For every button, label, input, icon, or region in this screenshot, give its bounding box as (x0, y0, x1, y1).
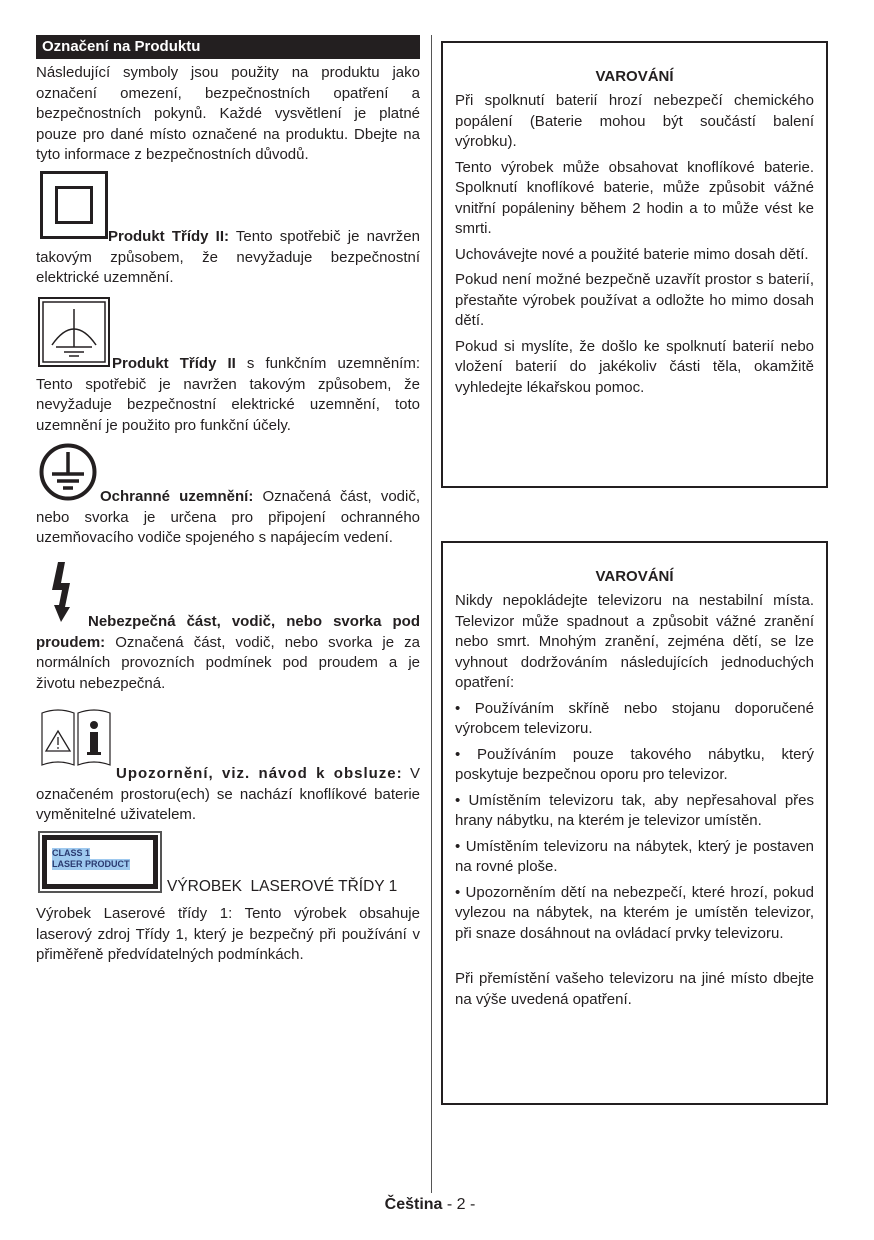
symbol-description (36, 612, 420, 694)
warning-paragraph: Tento výrobek může obsahovat knoflíkové baterie. Spolknutí knoflíkové baterie, může způsobit vážné vnitřní popáleniny během 2 hodin a to může vést ke smrti. (455, 158, 814, 237)
page-number: - 2 - (442, 1196, 476, 1213)
symbol-label: Produkt Třídy II: (108, 228, 229, 245)
laser-description: Výrobek Laserové třídy 1: Tento výrobek obsahuje laserový zdroj Třídy 1, který je bezpečný při používání v přiměřeně předvídatelných podmínkách. (36, 905, 420, 963)
laser-heading: VÝROBEK LASEROVÉ TŘÍDY 1 (167, 878, 398, 895)
symbol-description (36, 227, 420, 289)
warning-bullet: • Umístěním televizoru na nábytek, který je postaven na rovné ploše. (455, 837, 814, 875)
symbol-label: Produkt Třídy II (112, 355, 236, 372)
warning-title: VAROVÁNÍ (595, 68, 674, 85)
warning-paragraph: Uchovávejte nové a použité baterie mimo dosah dětí. (455, 245, 809, 263)
symbol-text: V označeném prostoru(ech) se nachází knoflíkové baterie vyměnitelné uživatelem. (36, 765, 420, 823)
warning-paragraph: Při spolknutí baterií hrozí nebezpečí chemického popálení (Baterie mohou být součástí balení výrobku). (455, 92, 814, 150)
battery-warning-box (441, 41, 828, 488)
warning-bullet: • Upozorněním dětí na nebezpečí, které hrozí, pokud vylezou na nábytek, na kterém je umístěn televizor, při snaze dosáhnout na ovládací prvky televizoru. (455, 883, 814, 942)
warning-paragraph: Při přemístění vašeho televizoru na jiné místo dbejte na výše uvedená opatření. (455, 970, 814, 1008)
laser-label-line1: CLASS 1 (52, 848, 91, 858)
manual-warning-info-icon (40, 705, 112, 769)
symbol-text: Označená část, vodič, nebo svorka je určena pro připojení ochranného uzemňovacího vodiče spojeného s napájecím vedení. (36, 488, 421, 546)
tv-stability-warning-box (441, 541, 828, 1105)
symbol-description (36, 487, 420, 549)
symbol-label: Nebezpečná část, vodič, nebo svorka pod proudem: (36, 613, 420, 651)
footer-language: Čeština (384, 1196, 443, 1213)
warning-bullet: • Používáním pouze takového nábytku, který poskytuje bezpečnou oporu pro televizor. (455, 745, 814, 783)
symbol-description (36, 764, 420, 826)
intro-paragraph: Následující symboly jsou použity na produktu jako označení omezení, bezpečnostních opatření a bezpečnostních pokynů. Každé vysvětlení je platné pouze pro dané místo označené na produktu. Dbejte na tyto informace z bezpečnostních důvodů. (36, 64, 420, 163)
warning-paragraph: Pokud si myslíte, že došlo ke spolknutí baterií nebo vložení baterií do jakékoliv části těla, okamžitě vyhledejte lékařskou pomoc. (455, 337, 814, 396)
laser-label-line2: LASER PRODUCT (52, 859, 130, 869)
section-title: Označení na Produktu (36, 35, 420, 59)
warning-paragraph: Pokud není možné bezpečně uzavřít prostor s baterií, přestaňte výrobek používat a odložte ho mimo dosah dětí. (455, 271, 814, 329)
symbol-text: s funkčním uzemněním: Tento spotřebič je navržen takovým způsobem, že nevyžaduje bezpečnostní elektrické uzemnění, toto uzemnění je použito pro funkční účely. (36, 355, 420, 434)
symbol-text: Tento spotřebič je navržen takovým způsobem, že nevyžaduje bezpečnostní elektrické uzemnění. (36, 228, 420, 286)
symbol-description (36, 354, 420, 436)
symbol-text: Označená část, vodič, nebo svorka je za normálních provozních podmínek pod proudem a je životu nebezpečná. (36, 633, 420, 692)
warning-title: VAROVÁNÍ (595, 568, 674, 585)
symbol-label: Ochranné uzemnění: (100, 488, 254, 505)
warning-bullet: • Umístěním televizoru tak, aby nepřesahoval přes hrany nábytku, na kterém je televizor umístěn. (455, 791, 814, 829)
warning-paragraph: Nikdy nepokládejte televizoru na nestabilní místa. Televizor může spadnout a způsobit vážné zranění nebo smrt. Mnohým zranění, zejména dětí, se lze vyhnout dodržováním následujících jednoduchých opatření: (455, 592, 814, 691)
laser-class-label (38, 831, 162, 893)
column-divider (431, 35, 432, 1193)
warning-bullet: • Používáním skříně nebo stojanu doporučené výrobcem televizoru. (455, 699, 814, 737)
symbol-label: Upozornění, viz. návod k obsluze: (116, 765, 403, 782)
page-footer (0, 1196, 860, 1214)
